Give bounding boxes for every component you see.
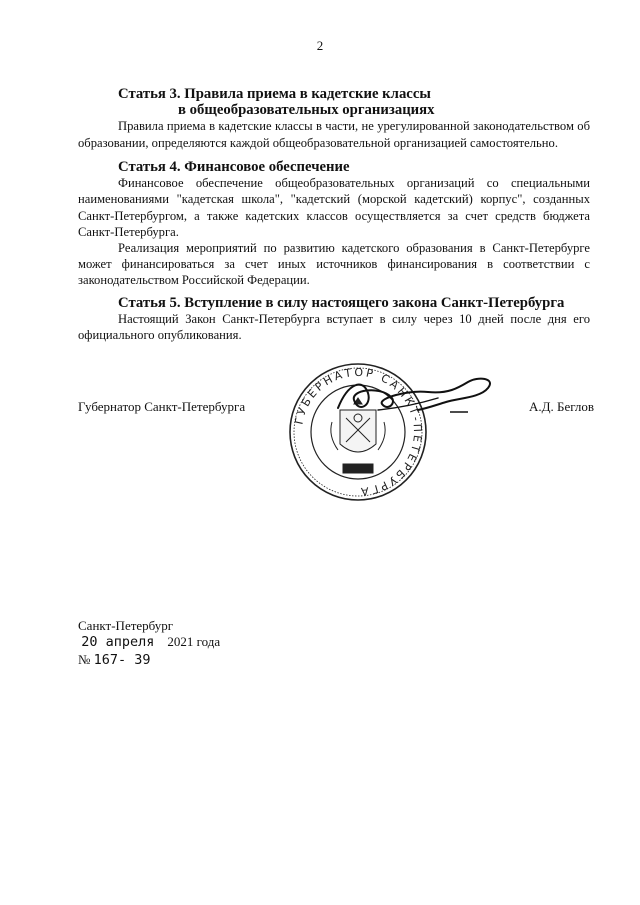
signing-date <box>78 634 220 650</box>
article-4 <box>78 159 590 289</box>
signing-date-day-month: 20 апреля <box>81 634 155 650</box>
article-heading-line2: в общеобразовательных организациях <box>178 102 435 119</box>
signatory-name: А.Д. Беглов <box>529 399 595 414</box>
article-heading: Статья 5. Вступление в силу настоящего закона Санкт-Петербурга <box>118 295 565 311</box>
seal-text: ГУБЕРНАТОР САНКТ-ПЕТЕРБУРГА <box>292 365 425 499</box>
article-paragraph: Правила приема в кадетские классы в части, не урегулированной законодательством об образовании, определяются каждой общеобразовательной организацией самостоятельно. <box>78 119 590 150</box>
law-number <box>78 652 151 668</box>
article-heading-line1: Статья 3. Правила приема в кадетские классы <box>118 86 431 102</box>
article-3 <box>78 86 590 151</box>
article-heading <box>78 86 590 118</box>
article-heading: Статья 4. Финансовое обеспечение <box>118 159 350 175</box>
law-number-value: 167- 39 <box>93 652 151 668</box>
article-paragraph: Настоящий Закон Санкт-Петербурга вступает в силу через 10 дней после дня его официального опубликования. <box>78 312 590 343</box>
signing-date-year: 2021 года <box>167 634 221 649</box>
article-paragraph: Реализация мероприятий по развитию кадетского образования в Санкт-Петербурге может финансироваться за счет иных источников финансирования в соответствии с законодательством Российской Федерации. <box>78 241 590 288</box>
article-5 <box>78 295 590 344</box>
article-paragraph: Финансовое обеспечение общеобразовательных организаций со специальными наименованиями "кадетская школа", "кадетский (морской кадетский) корпус", созданных Санкт-Петербургом, а также кадетских классов осуществляется за счет средств бюджета Санкт-Петербурга. <box>78 176 590 239</box>
page-number: 2 <box>316 38 324 53</box>
handwritten-signature-icon <box>318 368 508 428</box>
law-number-prefix: № <box>78 652 91 667</box>
signing-place: Санкт-Петербург <box>78 618 174 633</box>
signatory-title: Губернатор Санкт-Петербурга <box>78 399 246 414</box>
